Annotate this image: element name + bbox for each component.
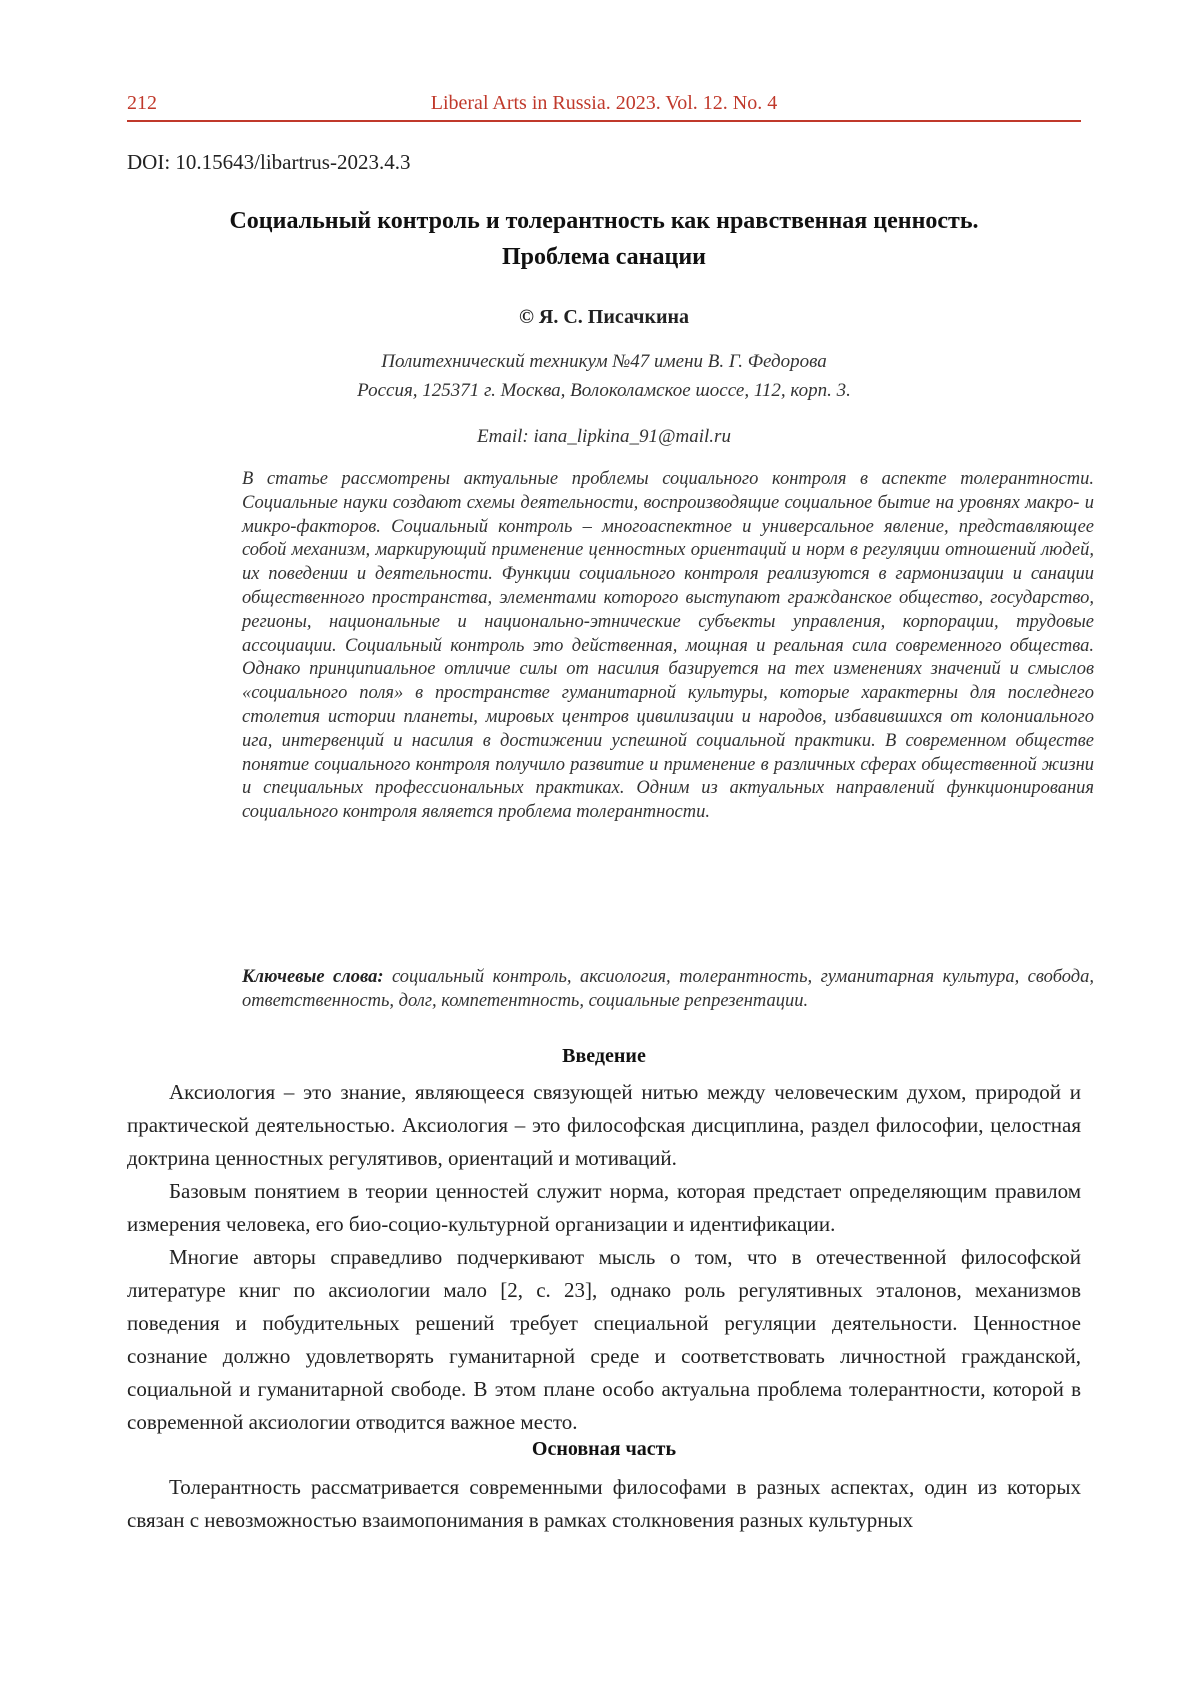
article-title: Социальный контроль и толерантность как нравственная ценность. Проблема санации <box>229 208 979 270</box>
journal-title: Liberal Arts in Russia. 2023. Vol. 12. No. 4 <box>430 92 778 114</box>
doi: DOI: 10.15643/libartrus-2023.4.3 <box>127 150 411 174</box>
author: © Я. С. Писачкина <box>518 306 690 328</box>
paragraph: Многие авторы справедливо подчеркивают мысль о том, что в отечественной философской литературе книг по аксиологии мало [2, с. 23], однако роль регулятивных эталонов, механизмов поведения и побудительных решений требует специальной регуляции деятельности. Ценностное сознание должно удовлетворять гуманитарной среде и соответствовать личностной гражданской, социальной и гуманитарной свободе. В этом плане особо актуальна проблема толерантности, которой в современной аксиологии отводится важное место. <box>127 1245 1081 1434</box>
page-number: 212 <box>127 92 157 114</box>
author-email: Email: iana_lipkina_91@mail.ru <box>477 426 731 447</box>
running-header <box>127 90 1081 122</box>
keywords-text: социальный контроль, аксиология, толерантность, гуманитарная культура, свобода, ответственность, долг, компетентность, социальные репрезентации. <box>242 967 1094 1011</box>
paragraph: Толерантность рассматривается современными философами в разных аспектах, один из которых связан с невозможностью взаимопонимания в рамках столкновения разных культурных <box>127 1475 1081 1532</box>
section-heading-main: Основная часть <box>531 1438 677 1460</box>
paragraph: Базовым понятием в теории ценностей служит норма, которая предстает определяющим правилом измерения человека, его био-социо-культурной организации и идентификации. <box>127 1179 1081 1236</box>
keywords-label: Ключевые слова: <box>242 967 384 987</box>
affiliation-address: Россия, 125371 г. Москва, Волоколамское шоссе, 112, корп. 3. <box>357 380 851 401</box>
affiliation-institution: Политехнический техникум №47 имени В. Г. Федорова <box>381 351 827 372</box>
section-heading-introduction: Введение <box>562 1045 646 1067</box>
paragraph: Аксиология – это знание, являющееся связующей нитью между человеческим духом, природой и практической деятельностью. Аксиология – это философская дисциплина, раздел философии, целостная доктрина ценностных регулятивов, ориентаций и мотиваций. <box>127 1080 1081 1170</box>
abstract: В статье рассмотрены актуальные проблемы социального контроля в аспекте толерантности. Социальные науки создают схемы деятельности, воспроизводящие социальное бытие на уровнях макро- и микро-факторов. Социальный контроль – многоаспектное и универсальное явление, представляющее собой механизм, маркирующий применение ценностных ориентаций и норм в регуляции отношений людей, их поведении и деятельности. Функции социального контроля реализуются в гармонизации и санации общественного пространства, элементами которого выступают гражданское общество, государство, регионы, национальные и национально-этнические субъекты управления, корпорации, трудовые ассоциации. Социальный контроль это действенная, мощная и реальная сила современного общества. Однако принципиальное отличие силы от насилия базируется на тех изменениях значений и смыслов «социального поля» в пространстве гуманитарной культуры, которые характерны для последнего столетия истории планеты, мировых центров цивилизации и народов, избавившихся от колониального ига, интервенций и насилия в достижении успешной социальной практики. В современном обществе понятие социального контроля получило развитие и применение в различных сферах общественной жизни и специальных профессиональных практиках. Одним из актуальных направлений функционирования социального контроля является проблема толерантности. <box>242 469 1094 823</box>
keywords <box>242 966 1094 1014</box>
